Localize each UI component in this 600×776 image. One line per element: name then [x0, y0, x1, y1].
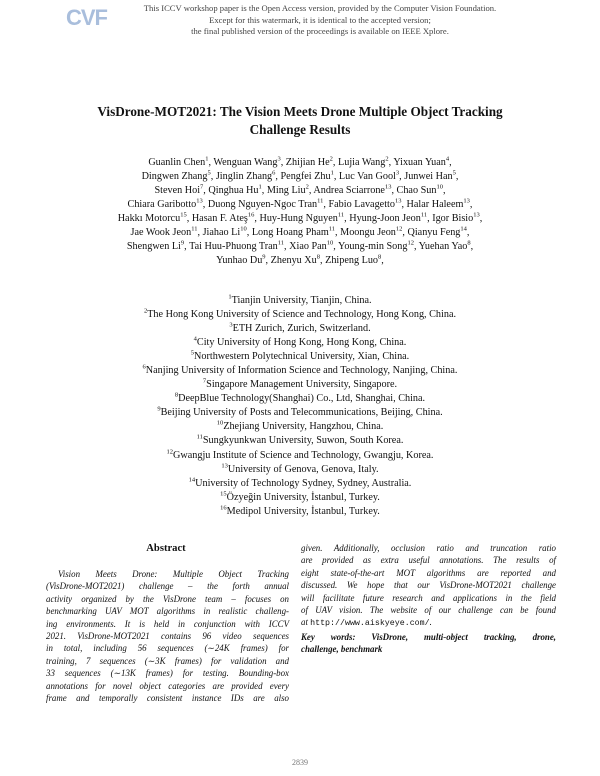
author-affiliation-mark: 5	[207, 169, 211, 177]
author-affiliation-mark: 2	[385, 155, 389, 163]
affiliation-mark: 4	[193, 335, 197, 343]
affiliation-mark: 7	[202, 377, 207, 385]
author-name: Hakkı Motorcu	[117, 213, 181, 225]
author-affiliation-mark: 8	[378, 253, 382, 261]
affiliation-item	[40, 491, 560, 505]
author-name: Yixuan Yuan	[393, 157, 446, 168]
abstract-url-prefix: at	[301, 617, 311, 628]
challenge-website-link[interactable]: http://www.aiskyeye.com/	[310, 619, 430, 629]
affiliation-item	[40, 336, 560, 350]
affiliation-mark: 12	[166, 448, 174, 456]
author-name: Shengwen Li	[126, 241, 181, 253]
author-name: Fabio Lavagetto	[328, 199, 395, 211]
author-line: Shengwen Li$^9$, Tai Huu-Phuong Tran$^{11}$, Xiao Pan$^{10}$, Young-min Song$^{12}$, Yuehan Yao$^8$,	[126, 239, 474, 253]
author-affiliation-mark: 1	[205, 155, 209, 163]
affiliation-item	[40, 322, 560, 336]
keywords-line: Key words: VisDrone, multi-object tracking, drone,	[301, 631, 556, 642]
author-line: Guanlin Chen$^1$, Wenguan Wang$^3$, Zhijian He$^2$, Lujia Wang$^2$, Yixuan Yuan$^4$,	[148, 155, 452, 168]
author-name: Yuehan Yao	[418, 241, 468, 253]
affiliation-text: Sungkyunkwan University, Suwon, South Korea.	[202, 435, 404, 447]
author-affiliation-mark: 11	[191, 225, 198, 233]
author-affiliation-mark: 8	[467, 239, 471, 247]
affiliation-list	[40, 294, 560, 519]
author-name: Hyung-Joon Jeon	[349, 213, 421, 225]
author-name: Pengfei Zhu	[280, 171, 331, 183]
open-access-watermark	[120, 3, 520, 38]
affiliation-mark: 10	[216, 420, 224, 428]
author-affiliation-mark: 11	[317, 197, 324, 205]
affiliation-text: Gwangju Institute of Science and Technology, Gwangju, Korea.	[173, 449, 434, 461]
author-name: Steven Hoi	[154, 185, 201, 197]
abstract-line: training, 7 sequences (∼3K frames) for validation and	[46, 655, 289, 666]
abstract-right-column	[301, 542, 556, 656]
author-affiliation-mark: 12	[407, 239, 414, 247]
author-line: Hakkı Motorcu$^{15}$, Hasan F. Ateş$^{16}$, Huy-Hung Nguyen$^{11}$, Hyung-Joon Jeon$^{11}$, Igor Bisio$^{13}$,	[117, 211, 483, 225]
abstract-line: frame and temporally consistent instance IDs are also	[46, 693, 289, 704]
author-affiliation-mark: 11	[277, 239, 285, 247]
affiliation-item	[40, 308, 560, 322]
author-affiliation-mark: 13	[473, 211, 480, 219]
affiliation-mark: 1	[228, 293, 232, 301]
author-affiliation-mark: 6	[272, 169, 276, 177]
paper-title-line: Challenge Results	[249, 122, 351, 137]
affiliation-text: Northwestern Polytechnical University, Xian, China.	[194, 351, 410, 363]
author-line: Jae Wook Jeon$^{11}$, Jiahao Li$^{10}$, Long Hoang Pham$^{11}$, Moongu Jeon$^{12}$, Qianyu Feng$^{14}$,	[130, 225, 470, 239]
affiliation-text: ETH Zurich, Zurich, Switzerland.	[232, 323, 371, 335]
author-name: Halar Haleem	[406, 199, 464, 211]
affiliation-text: The Hong Kong University of Science and Technology, Hong Kong, China.	[147, 309, 457, 321]
affiliation-mark: 11	[196, 434, 203, 442]
affiliation-mark: 14	[188, 476, 196, 484]
affiliation-text: City University of Hong Kong, Hong Kong, China.	[196, 337, 407, 349]
author-name: Jinglin Zhang	[215, 171, 273, 183]
author-name: Luc Van Gool	[338, 171, 396, 183]
author-name: Zhenyu Xu	[270, 255, 317, 267]
abstract-url-line	[301, 616, 556, 630]
abstract-line: given. Additionally, occlusion ratio and truncation ratio	[301, 543, 556, 553]
affiliation-mark: 6	[142, 363, 146, 371]
abstract-line: benchmarking UAV MOT algorithms in realistic challeng-	[46, 606, 289, 617]
author-name: Moongu Jeon	[340, 227, 396, 239]
affiliation-text: Medipol University, İstanbul, Turkey.	[226, 505, 380, 517]
author-name: Young-min Song	[338, 241, 408, 253]
watermark-line: Except for this watermark, it is identical to the accepted version;	[209, 14, 431, 25]
author-affiliation-mark: 13	[196, 197, 203, 205]
abstract-line: ing environments. It is held in conjunction with ICCV	[46, 618, 289, 629]
affiliation-mark: 16	[220, 504, 227, 512]
affiliation-item	[40, 449, 560, 463]
author-affiliation-mark: 9	[180, 239, 185, 247]
author-line: Yunhao Du$^9$, Zhenyu Xu$^8$, Zhipeng Luo$^8$,	[216, 253, 384, 267]
author-affiliation-mark: 1	[258, 183, 262, 191]
author-name: Lujia Wang	[338, 157, 386, 168]
author-name: Andrea Sciarrone	[313, 185, 385, 197]
author-affiliation-mark: 8	[316, 253, 321, 261]
abstract-left-column	[46, 568, 289, 704]
author-affiliation-mark: 14	[460, 225, 467, 233]
abstract-url-suffix: .	[429, 617, 432, 628]
affiliation-item	[40, 364, 560, 378]
author-affiliation-mark: 15	[180, 211, 187, 219]
author-affiliation-mark: 9	[262, 253, 266, 261]
author-affiliation-mark: 4	[445, 155, 450, 163]
author-affiliation-mark: 5	[452, 169, 456, 177]
author-name: Junwei Han	[404, 171, 453, 183]
author-affiliation-mark: 10	[436, 183, 443, 191]
author-affiliation-mark: 1	[330, 169, 334, 177]
author-affiliation-mark: 2	[305, 183, 309, 191]
watermark-line: This ICCV workshop paper is the Open Access version, provided by the Computer Vision Foundation.	[143, 3, 497, 13]
author-name: Chiara Garibotto	[127, 199, 197, 211]
abstract-line: activity organized by the VisDrone team – focuses on	[46, 593, 289, 604]
affiliation-mark: 2	[143, 307, 148, 315]
author-name: Xiao Pan	[289, 241, 327, 253]
abstract-line: will facilitate future research and applications in the field	[301, 592, 556, 603]
author-name: Igor Bisio	[432, 213, 474, 225]
affiliation-item	[40, 406, 560, 420]
affiliation-item	[40, 350, 560, 364]
affiliation-item	[40, 420, 560, 434]
page-number: 2839	[292, 758, 308, 767]
affiliation-mark: 3	[229, 321, 233, 329]
affiliation-item	[40, 463, 560, 477]
affiliation-item	[40, 505, 560, 519]
author-affiliation-mark: 10	[326, 239, 334, 247]
author-affiliation-mark: 13	[394, 197, 402, 205]
author-affiliation-mark: 11	[420, 211, 428, 219]
affiliation-item	[40, 392, 560, 406]
author-name: Hasan F. Ateş	[191, 213, 248, 225]
author-name: Duong Nguyen-Ngoc Tran	[207, 199, 318, 211]
author-affiliation-mark: 7	[200, 183, 204, 191]
affiliation-item	[40, 477, 560, 491]
author-name: Qinghua Hu	[208, 185, 259, 197]
affiliation-mark: 5	[190, 349, 195, 357]
author-name: Dingwen Zhang	[141, 171, 208, 183]
author-name: Wenguan Wang	[213, 157, 278, 168]
abstract-line: (VisDrone-MOT2021) challenge – the forth annual	[46, 581, 289, 592]
affiliation-mark: 9	[157, 405, 161, 413]
affiliation-text: Beijing University of Posts and Telecommunications, Beijing, China.	[160, 407, 443, 419]
affiliation-text: Nanjing University of Information Science and Technology, Nanjing, China.	[145, 365, 458, 377]
abstract-heading: Abstract	[146, 543, 186, 554]
author-name: Tai Huu-Phuong Tran	[189, 241, 278, 253]
author-line: Steven Hoi$^7$, Qinghua Hu$^1$, Ming Liu$^2$, Andrea Sciarrone$^{13}$, Chao Sun$^{10}$,	[154, 183, 446, 197]
affiliation-text: Singapore Management University, Singapore.	[206, 379, 398, 391]
author-affiliation-mark: 16	[247, 211, 255, 219]
abstract-line: in total, including 56 sequences (∼24K frames) for	[46, 643, 289, 654]
affiliation-text: University of Genova, Genova, Italy.	[227, 463, 379, 475]
author-affiliation-mark: 3	[277, 155, 281, 163]
author-affiliation-mark: 11	[337, 211, 345, 219]
affiliation-text: University of Technology Sydney, Sydney, Australia.	[195, 477, 412, 489]
watermark-line: the final published version of the proceedings is available on IEEE Xplore.	[191, 26, 449, 36]
affiliation-mark: 13	[221, 462, 228, 470]
author-affiliation-mark: 13	[463, 197, 470, 205]
cvf-logo	[66, 6, 112, 30]
author-name: Long Hoang Pham	[251, 227, 329, 239]
author-name: Jae Wook Jeon	[130, 227, 192, 239]
author-list	[40, 156, 560, 268]
author-affiliation-mark: 2	[329, 155, 333, 163]
affiliation-mark: 8	[174, 391, 179, 399]
paper-title-line: VisDrone-MOT2021: The Vision Meets Drone Multiple Object Tracking	[97, 104, 503, 119]
abstract-line: Vision Meets Drone: Multiple Object Tracking	[58, 569, 289, 579]
author-affiliation-mark: 10	[240, 225, 247, 233]
affiliation-text: Özyeğin University, İstanbul, Turkey.	[226, 491, 380, 503]
affiliation-text: Tianjin University, Tianjin, China.	[231, 295, 372, 306]
abstract-line: are provided as extra useful annotations. The results of	[301, 555, 556, 566]
author-affiliation-mark: 13	[384, 183, 392, 191]
abstract-line: 33 sequences (∼13K frames) for testing. Bounding-box	[46, 668, 289, 679]
author-affiliation-mark: 11	[328, 225, 336, 233]
author-affiliation-mark: 12	[395, 225, 403, 233]
affiliation-text: DeepBlue Technology(Shanghai) Co., Ltd, Shanghai, China.	[178, 393, 426, 405]
author-affiliation-mark: 3	[395, 169, 400, 177]
abstract-line: discussed. We hope that our VisDrone-MOT2021 challenge	[301, 580, 556, 591]
abstract-line: 2021. VisDrone-MOT2021 contains 96 video sequences	[46, 631, 289, 642]
affiliation-item	[40, 378, 560, 392]
author-line: Dingwen Zhang$^5$, Jinglin Zhang$^6$, Pengfei Zhu$^1$, Luc Van Gool$^3$, Junwei Han$^5$,	[141, 169, 459, 183]
author-name: Jiahao Li	[202, 227, 241, 239]
affiliation-mark: 15	[220, 490, 227, 498]
author-name: Zhijian He	[285, 157, 330, 168]
abstract-line: annotations for novel object categories are provided every	[46, 680, 289, 691]
cvf-logo-text: CVF	[66, 5, 107, 30]
keywords-line: challenge, benchmark	[301, 644, 383, 655]
author-name: Chao Sun	[396, 185, 437, 197]
affiliation-item	[40, 434, 560, 448]
author-name: Qianyu Feng	[407, 227, 461, 239]
author-name: Yunhao Du	[216, 255, 263, 267]
author-line: Chiara Garibotto$^{13}$, Duong Nguyen-Ngoc Tran$^{11}$, Fabio Lavagetto$^{13}$, Halar Haleem$^{13}$,	[127, 197, 473, 211]
affiliation-item	[40, 294, 560, 308]
affiliation-text: Zhejiang University, Hangzhou, China.	[223, 421, 384, 433]
author-name: Guanlin Chen	[148, 157, 206, 168]
author-name: Zhipeng Luo	[325, 255, 379, 267]
abstract-line: eight state-of-the-art MOT algorithms are reported and	[301, 567, 556, 578]
author-name: Ming Liu	[266, 185, 306, 197]
paper-title	[40, 103, 560, 139]
abstract-line: of UAV vision. The website of our challenge can be found	[301, 605, 556, 616]
author-name: Huy-Hung Nguyen	[259, 213, 338, 225]
